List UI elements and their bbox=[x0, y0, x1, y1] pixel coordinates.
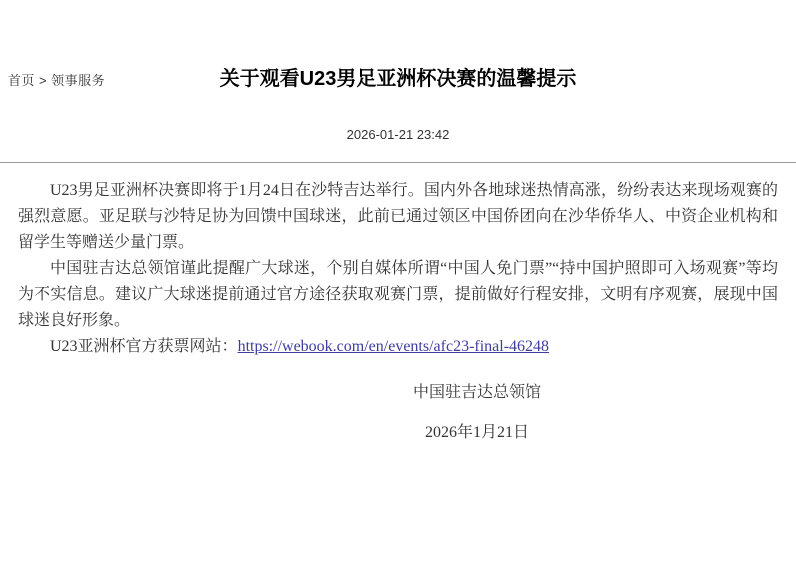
paragraph: 中国驻吉达总领馆谨此提醒广大球迷，个别自媒体所谓“中国人免门票”“持中国护照即可入场观赛”等均为不实信息。建议广大球迷提前通过官方途径获取观赛门票，提前做好行程安排，文明有序观赛，展现中国球迷良好形象。 bbox=[18, 260, 778, 329]
breadcrumb-separator: > bbox=[39, 73, 48, 88]
ticket-line bbox=[18, 334, 778, 360]
ticket-website-link[interactable]: https://webook.com/en/events/afc23-final-46248 bbox=[237, 338, 550, 355]
article bbox=[0, 62, 796, 446]
page bbox=[0, 62, 796, 562]
title-divider bbox=[0, 162, 796, 163]
breadcrumb-home-link[interactable]: 首页 bbox=[8, 73, 36, 88]
signature-block bbox=[97, 380, 796, 446]
publish-date: 2026-01-21 23:42 bbox=[346, 127, 450, 142]
signature-date: 2026年1月21日 bbox=[424, 424, 529, 441]
ticket-line-prefix: U23亚洲杯官方获票网站： bbox=[50, 338, 238, 355]
article-body bbox=[18, 178, 778, 446]
breadcrumb bbox=[8, 70, 105, 89]
page-title: 关于观看U23男足亚洲杯决赛的温馨提示 bbox=[219, 68, 577, 90]
breadcrumb-section-link[interactable]: 领事服务 bbox=[51, 73, 106, 88]
paragraph: U23男足亚洲杯决赛即将于1月24日在沙特吉达举行。国内外各地球迷热情高涨，纷纷表达来现场观赛的强烈意愿。亚足联与沙特足协为回馈中国球迷，此前已通过领区中国侨团向在沙华侨华人、中资企业机构和留学生等赠送少量门票。 bbox=[18, 182, 778, 251]
signature-organization: 中国驻吉达总领馆 bbox=[412, 384, 541, 401]
